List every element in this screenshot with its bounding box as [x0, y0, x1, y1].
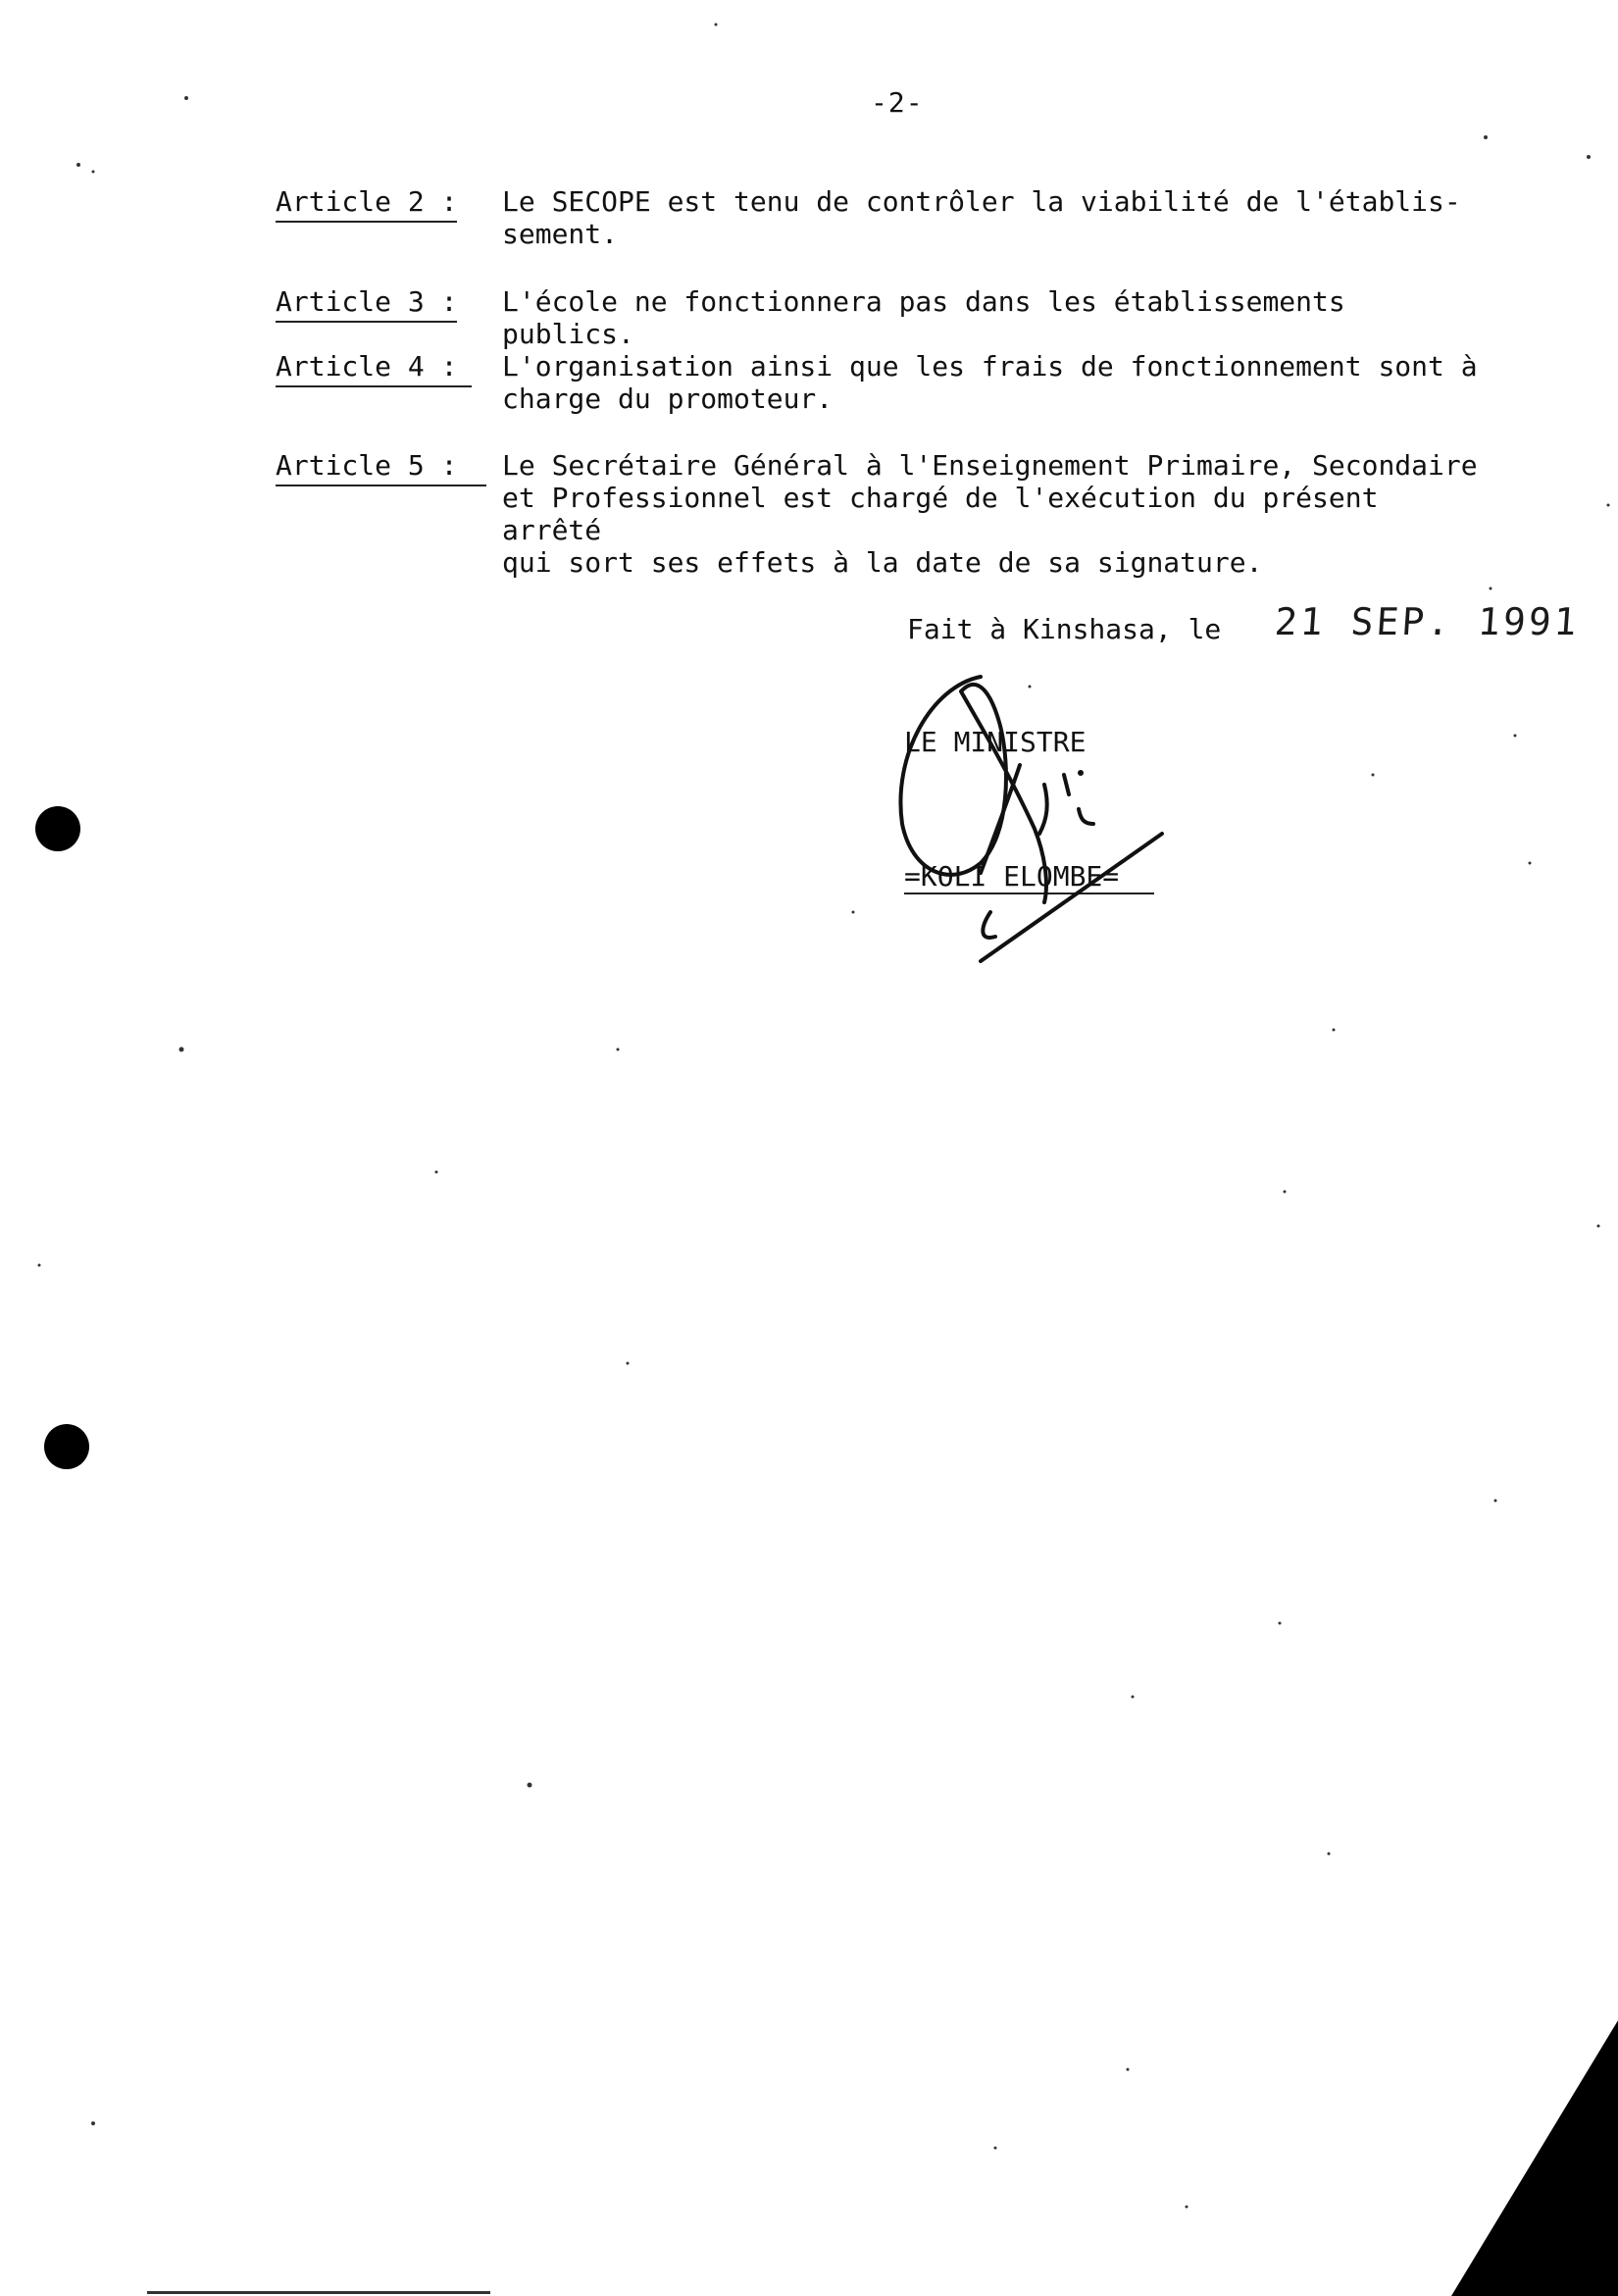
minister-name: =KOLI ELOMBE=	[904, 860, 1120, 893]
scan-edge-line	[147, 2291, 490, 2294]
scan-corner-shadow	[1451, 2020, 1618, 2296]
article-label-underline	[276, 321, 457, 323]
article-label-underline	[276, 485, 486, 486]
article-label: Article 4 :	[276, 350, 458, 383]
article-text: L'école ne fonctionnera pas dans les établissements publics.	[502, 285, 1345, 350]
punch-hole-mark	[44, 1424, 89, 1469]
stamped-date: 21 SEP. 1991	[1273, 600, 1582, 643]
punch-hole-mark	[35, 806, 80, 851]
article-label: Article 5 :	[276, 449, 458, 482]
article-text: Le Secrétaire Général à l'Enseignement Primaire, Secondaire et Professionnel est chargé de l'exécution du présent arrêté qui sort ses effets à la date de sa signature.	[502, 449, 1478, 579]
article-text: L'organisation ainsi que les frais de fonctionnement sont à charge du promoteur.	[502, 350, 1478, 415]
place-and-date-line: Fait à Kinshasa, le	[907, 613, 1222, 645]
article-text: Le SECOPE est tenu de contrôler la viabilité de l'établis- sement.	[502, 185, 1461, 250]
minister-title: LE MINISTRE	[904, 726, 1087, 758]
article-label: Article 3 :	[276, 285, 458, 318]
article-label-underline	[276, 385, 472, 387]
article-label-underline	[276, 221, 457, 223]
page-number: -2-	[871, 86, 924, 119]
article-label: Article 2 :	[276, 185, 458, 218]
handwritten-signature	[863, 647, 1187, 981]
